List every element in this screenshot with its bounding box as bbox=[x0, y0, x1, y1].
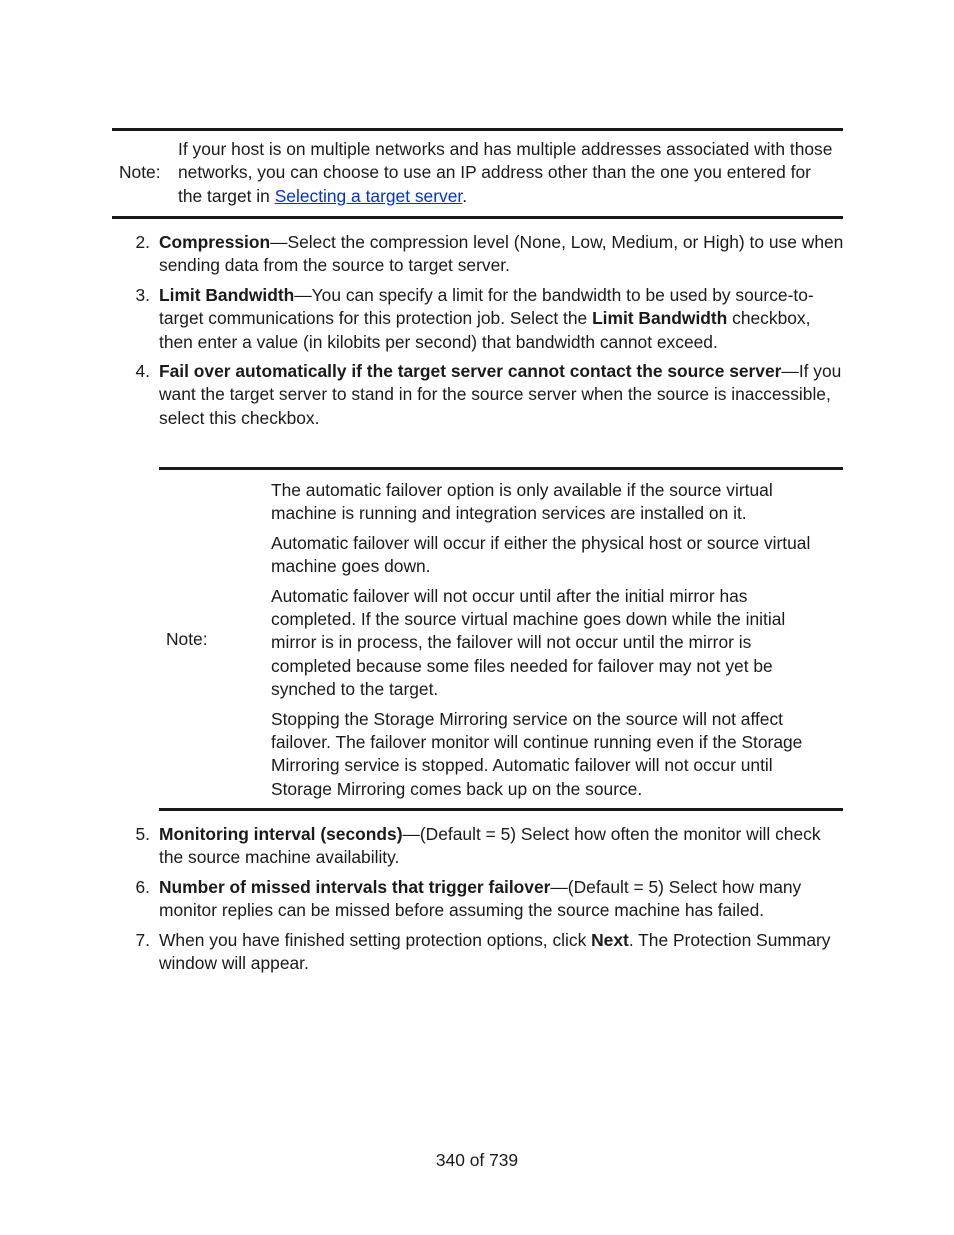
note-ip-address bbox=[112, 128, 843, 219]
list-item: 2. Compression—Select the compression level (None, Low, Medium, or High) to use when sending data from the source to target server. bbox=[135, 232, 844, 276]
list-item: 5. Monitoring interval (seconds)—(Default = 5) Select how often the monitor will check the source machine availability. bbox=[135, 824, 821, 868]
list-item: 3. Limit Bandwidth—You can specify a limit for the bandwidth to be used by source-to-target communications for this protection job. Select the Limit Bandwidth checkbox, then enter a value (in kilobits per second) that bandwidth cannot exceed. bbox=[135, 284, 814, 352]
selecting-target-server-link[interactable]: Selecting a target server bbox=[274, 185, 463, 206]
note-paragraph: The automatic failover option is only available if the source virtual machine is running and integration services are installed on it. bbox=[271, 480, 773, 524]
note-failover bbox=[159, 467, 843, 811]
note-label: Note: bbox=[119, 162, 161, 183]
list-item: 7. When you have finished setting protection options, click Next. The Protection Summary window will appear. bbox=[135, 929, 831, 974]
note-paragraph: Automatic failover will occur if either the physical host or source virtual machine goes down. bbox=[271, 532, 811, 577]
steps-list-a bbox=[112, 231, 847, 436]
list-item: 4. Fail over automatically if the target server cannot contact the source server—If you want the target server to stand in for the source server when the source is inaccessible, select this checkbox. bbox=[135, 361, 842, 428]
note-paragraph: Automatic failover will not occur until after the initial mirror has completed. If the source virtual machine goes down while the initial mirror is in process, the failover will not occur until the mirror is completed because some files needed for failover may not yet be synched to the target. bbox=[271, 585, 786, 700]
note-paragraph: Stopping the Storage Mirroring service on the source will not affect failover. The failover monitor will continue running even if the Storage Mirroring service is stopped. Automatic failover will not occur until Storage Mirroring comes back up on the source. bbox=[271, 708, 803, 799]
steps-list-b bbox=[112, 823, 847, 981]
list-item: 6. Number of missed intervals that trigger failover—(Default = 5) Select how many monitor replies can be missed before assuming the source machine has failed. bbox=[135, 876, 802, 921]
note-text: If your host is on multiple networks and has multiple addresses associated with those networks, you can choose to use an IP address other than the one you entered for the target in Selecting a target server. bbox=[178, 139, 833, 206]
page-number: 340 of 739 bbox=[435, 1150, 519, 1170]
note-label: Note: bbox=[166, 629, 208, 650]
